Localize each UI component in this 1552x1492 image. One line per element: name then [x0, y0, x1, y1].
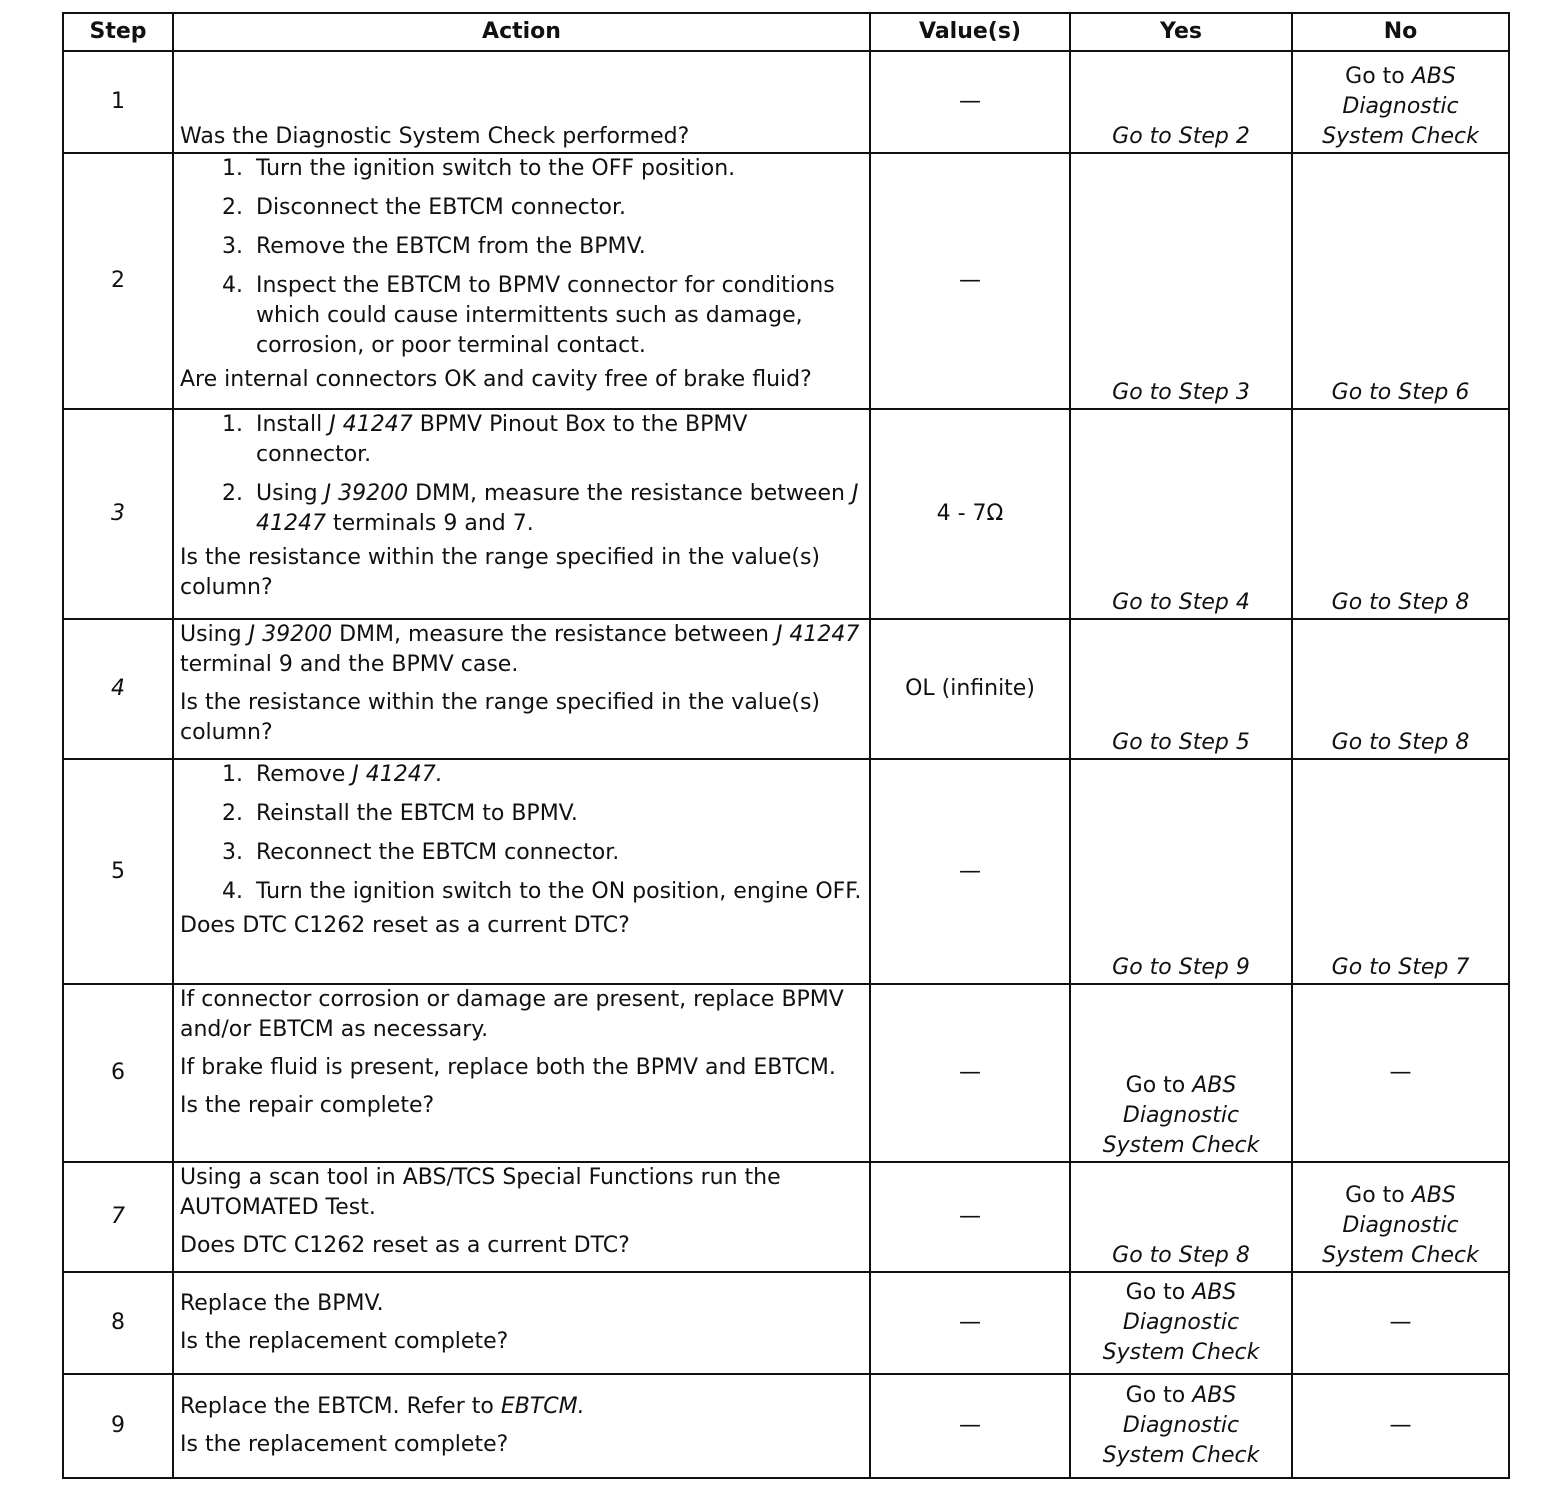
action-text: Using a scan tool in ABS/TCS Special Functions run the AUTOMATED Test.: [180, 1165, 781, 1220]
table-row: [63, 153, 1509, 409]
value-cell: 4 - 7Ω: [870, 409, 1070, 619]
yes-cell: Go to Step 9: [1070, 759, 1292, 984]
step-number: 6: [63, 984, 173, 1162]
action-cell: [173, 984, 870, 1162]
value-cell: OL (infinite): [870, 619, 1070, 759]
question-text: Is the resistance within the range specified in the value(s) column?: [180, 690, 821, 745]
step-number: 7: [63, 1162, 173, 1272]
header-no: No: [1292, 13, 1509, 51]
yes-cell: Go to ABS Diagnostic System Check: [1070, 1272, 1292, 1374]
question-text: Is the repair complete?: [180, 1093, 435, 1118]
table-row: [63, 409, 1509, 619]
no-cell: —: [1292, 1374, 1509, 1478]
header-values: Value(s): [870, 13, 1070, 51]
step-number: 4: [63, 619, 173, 759]
step-number: 2: [63, 153, 173, 409]
action-steps: [180, 154, 863, 361]
question-text: Is the resistance within the range specified in the value(s) column?: [180, 545, 821, 600]
table-row: [63, 51, 1509, 153]
action-step: 1. Turn the ignition switch to the OFF position.: [250, 154, 863, 184]
action-step: 3. Remove the EBTCM from the BPMV.: [250, 232, 863, 262]
no-cell: Go to Step 8: [1292, 619, 1509, 759]
yes-cell: Go to Step 4: [1070, 409, 1292, 619]
action-cell: [173, 1374, 870, 1478]
table-row: [63, 1162, 1509, 1272]
action-steps: [180, 410, 863, 539]
action-steps: [180, 760, 863, 907]
table-row: [63, 1272, 1509, 1374]
action-step: 2. Reinstall the EBTCM to BPMV.: [250, 799, 863, 829]
value-cell: —: [870, 51, 1070, 153]
table-row: [63, 619, 1509, 759]
action-step: 3. Reconnect the EBTCM connector.: [250, 838, 863, 868]
table-row: [63, 1374, 1509, 1478]
no-cell: Go to ABS Diagnostic System Check: [1292, 1162, 1509, 1272]
step-number: 8: [63, 1272, 173, 1374]
question-text: Is the replacement complete?: [180, 1432, 509, 1457]
header-yes: Yes: [1070, 13, 1292, 51]
action-cell: [173, 1272, 870, 1374]
table-row: [63, 759, 1509, 984]
yes-cell: Go to ABS Diagnostic System Check: [1070, 1374, 1292, 1478]
no-cell: Go to Step 8: [1292, 409, 1509, 619]
diagnostic-table: [62, 12, 1510, 1479]
action-text: If brake fluid is present, replace both the BPMV and EBTCM.: [180, 1055, 836, 1080]
action-text: If connector corrosion or damage are present, replace BPMV and/or EBTCM as necessary.: [180, 987, 844, 1042]
header-row: [63, 13, 1509, 51]
header-action: Action: [173, 13, 870, 51]
question-text: Does DTC C1262 reset as a current DTC?: [180, 913, 630, 938]
value-cell: —: [870, 1272, 1070, 1374]
yes-cell: Go to Step 3: [1070, 153, 1292, 409]
action-cell: [173, 1162, 870, 1272]
action-step: 1. Install J 41247 BPMV Pinout Box to the BPMV connector.: [250, 410, 863, 470]
question-text: Was the Diagnostic System Check performed?: [180, 124, 690, 149]
action-step: 1. Remove J 41247.: [250, 760, 863, 790]
action-step: 4. Inspect the EBTCM to BPMV connector for conditions which could cause intermittents such as damage, corrosion, or poor terminal contact.: [250, 271, 863, 361]
value-cell: —: [870, 1162, 1070, 1272]
action-cell: [173, 619, 870, 759]
action-text: Using J 39200 DMM, measure the resistance between J 41247 terminal 9 and the BPMV case.: [180, 622, 860, 677]
table-row: [63, 984, 1509, 1162]
header-step: Step: [63, 13, 173, 51]
step-number: 1: [63, 51, 173, 153]
value-cell: —: [870, 153, 1070, 409]
yes-cell: Go to Step 2: [1070, 51, 1292, 153]
yes-cell: Go to Step 5: [1070, 619, 1292, 759]
question-text: Is the replacement complete?: [180, 1329, 509, 1354]
action-cell: [173, 759, 870, 984]
yes-cell: Go to Step 8: [1070, 1162, 1292, 1272]
yes-cell: Go to ABS Diagnostic System Check: [1070, 984, 1292, 1162]
no-cell: Go to ABS Diagnostic System Check: [1292, 51, 1509, 153]
step-number: 9: [63, 1374, 173, 1478]
question-text: Are internal connectors OK and cavity free of brake fluid?: [180, 367, 812, 392]
step-number: 3: [63, 409, 173, 619]
action-cell: [173, 409, 870, 619]
step-number: 5: [63, 759, 173, 984]
action-text: Replace the EBTCM. Refer to EBTCM.: [180, 1394, 585, 1419]
question-text: Does DTC C1262 reset as a current DTC?: [180, 1233, 630, 1258]
action-step: 2. Disconnect the EBTCM connector.: [250, 193, 863, 223]
value-cell: —: [870, 984, 1070, 1162]
value-cell: —: [870, 759, 1070, 984]
no-cell: Go to Step 6: [1292, 153, 1509, 409]
value-cell: —: [870, 1374, 1070, 1478]
action-cell: [173, 153, 870, 409]
action-step: 2. Using J 39200 DMM, measure the resistance between J 41247 terminals 9 and 7.: [250, 479, 863, 539]
no-cell: —: [1292, 984, 1509, 1162]
action-cell: [173, 51, 870, 153]
action-step: 4. Turn the ignition switch to the ON position, engine OFF.: [250, 877, 863, 907]
action-text: Replace the BPMV.: [180, 1291, 384, 1316]
no-cell: Go to Step 7: [1292, 759, 1509, 984]
no-cell: —: [1292, 1272, 1509, 1374]
